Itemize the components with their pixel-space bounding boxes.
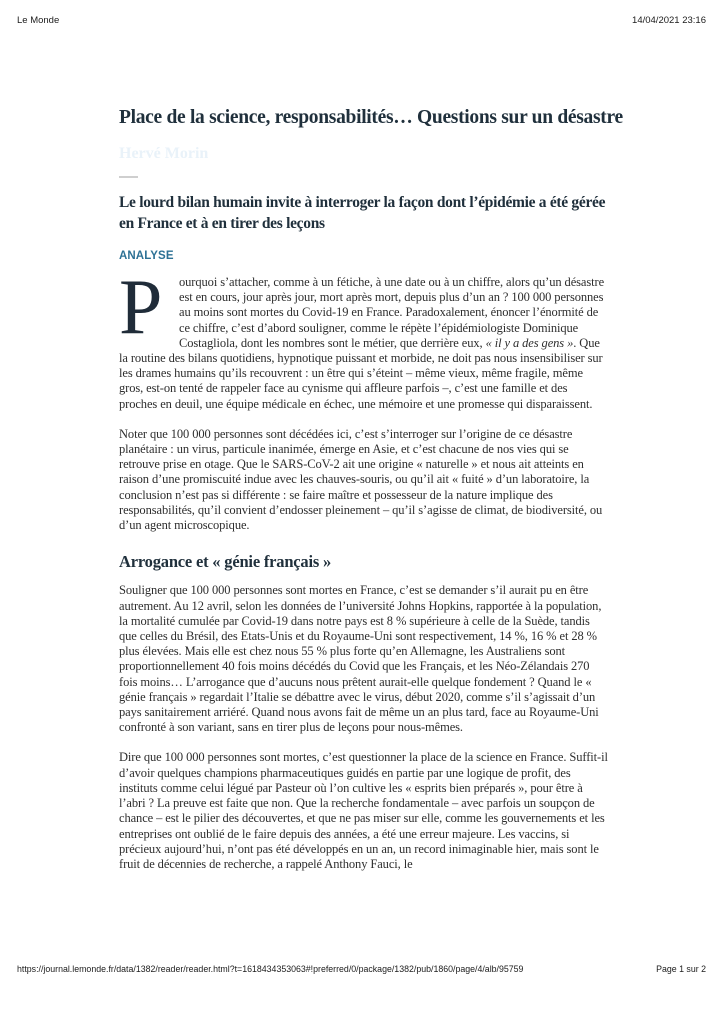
article	[119, 106, 623, 887]
print-header	[17, 15, 706, 26]
print-footer	[17, 964, 706, 974]
article-title: Place de la science, responsabilités… Questions sur un désastre	[119, 107, 623, 128]
italic-quote: « il y a des gens »	[485, 335, 574, 350]
author-divider	[119, 176, 138, 178]
body-paragraph	[119, 263, 608, 412]
article-author: Hervé Morin	[119, 145, 209, 162]
paragraph-text: Souligner que 100 000 personnes sont mortes en France, c’est se demander s’il aurait pu en être autrement. Au 12 avril, selon les données de l’université Johns Hopkins, rapportée à la population, la mortalité cumulée par Covid-19 dans notre pays est 8 % supérieure à celle de la Suède, tandis que celles du Brésil, des Etats-Unis et du Royaume-Uni sont respectivement, 14 %, 16 % et 28 % plus élevées. Mais elle est chez nous 55 % plus forte qu’en Allemagne, les Australiens sont proportionnellement 40 fois moins décédés du Covid que les Français, et les Néo-Zélandais 270 fois moins… L’arrogance que d’aucuns nous prêtent aurait-elle quelque fondement ? Quand le « génie français » regardait l’Italie se débattre avec le virus, début 2020, comme s’il s’agissait d’un pays sanitairement arriéré. Quand nous avons fait de même un an plus tard, face au Royaume-Uni confronté à son variant, sans en tirer plus de leçons pour nous-mêmes.	[119, 583, 602, 735]
site-name: Le Monde	[17, 15, 60, 26]
section-heading: Arrogance et « génie français »	[119, 552, 332, 572]
paragraph-text: ourquoi s’attacher, comme à un fétiche, à une date ou à un chiffre, alors qu’un désastre est en cours, jour après jour, mort après mort, depuis plus d’un an ? 100 000 personnes au moins sont mortes du Covid-19 en France. Paradoxalement, énoncer l’énormité de ce chiffre, c’est d’abord souligner, comme le répète l’épidémiologiste Dominique Costagliola, dont les nombres sont le métier, que derrière eux,	[179, 275, 605, 350]
page-indicator: Page 1 sur 2	[656, 964, 706, 974]
analysis-kicker: ANALYSE	[119, 250, 174, 262]
drop-cap: P	[119, 263, 163, 350]
footer-url: https://journal.lemonde.fr/data/1382/reader/reader.html?t=1618434353063#!preferred/0/package/1382/pub/1860/page/4/alb/95759	[17, 964, 524, 974]
article-subtitle: Le lourd bilan humain invite à interroger la façon dont l’épidémie a été gérée en France et à en tirer des leçons	[119, 194, 606, 232]
body-paragraph	[119, 583, 608, 735]
print-datetime: 14/04/2021 23:16	[632, 15, 706, 26]
body-paragraph	[119, 427, 608, 533]
paragraph-text: Dire que 100 000 personnes sont mortes, c’est questionner la place de la science en France. Suffit-il d’avoir quelques champions pharmaceutiques guidés en partie par une logique de profit, des instituts comme celui légué par Pasteur où l’on cultive les « esprits bien préparés », pour être à l’abri ? La preuve est faite que non. Que la recherche fondamentale – avec parfois un soupçon de chance – est le pilier des découvertes, et que ne pas miser sur elle, comme les gouvernements et les entreprises ont oublié de le faire depuis des années, a été une erreur majeure. Les vaccins, si précieux aujourd’hui, n’ont pas été développés en un an, un record inimaginable hier, mais sont le fruit de décennies de recherche, a rappelé Anthony Fauci, le	[119, 750, 608, 871]
paragraph-text: . Que la routine des bilans quotidiens, hypnotique puissant et morbide, ne doit pas nous insensibiliser sur les drames humains qu’ils recouvrent : un être qui s’éteint – même vieux, même fragile, même gros, est-on tenté de rappeler face au cynisme qui affleure parfois –, c’est une famille et des proches en deuil, une équipe médicale en échec, une mémoire et une promesse qui disparaissent.	[119, 335, 603, 411]
paragraph-text: Noter que 100 000 personnes sont décédées ici, c’est s’interroger sur l’origine de ce désastre planétaire : un virus, particule inanimée, émerge en Asie, et c’est chacune de nos vies qui se retrouve prise en otage. Que le SARS-CoV-2 ait une origine « naturelle » et nous ait atteints en raison d’une promiscuité indue avec les chauves-souris, ou qu’il ait « fuité » d’un laboratoire, la conclusion n’est pas si différente : se faire maître et possesseur de la nature implique des responsabilités, qu’il convient d’endosser pleinement – qu’il s’agisse de climat, de biodiversité, ou d’un agent microscopique.	[119, 426, 603, 533]
article-body	[119, 263, 608, 872]
body-paragraph	[119, 750, 608, 872]
